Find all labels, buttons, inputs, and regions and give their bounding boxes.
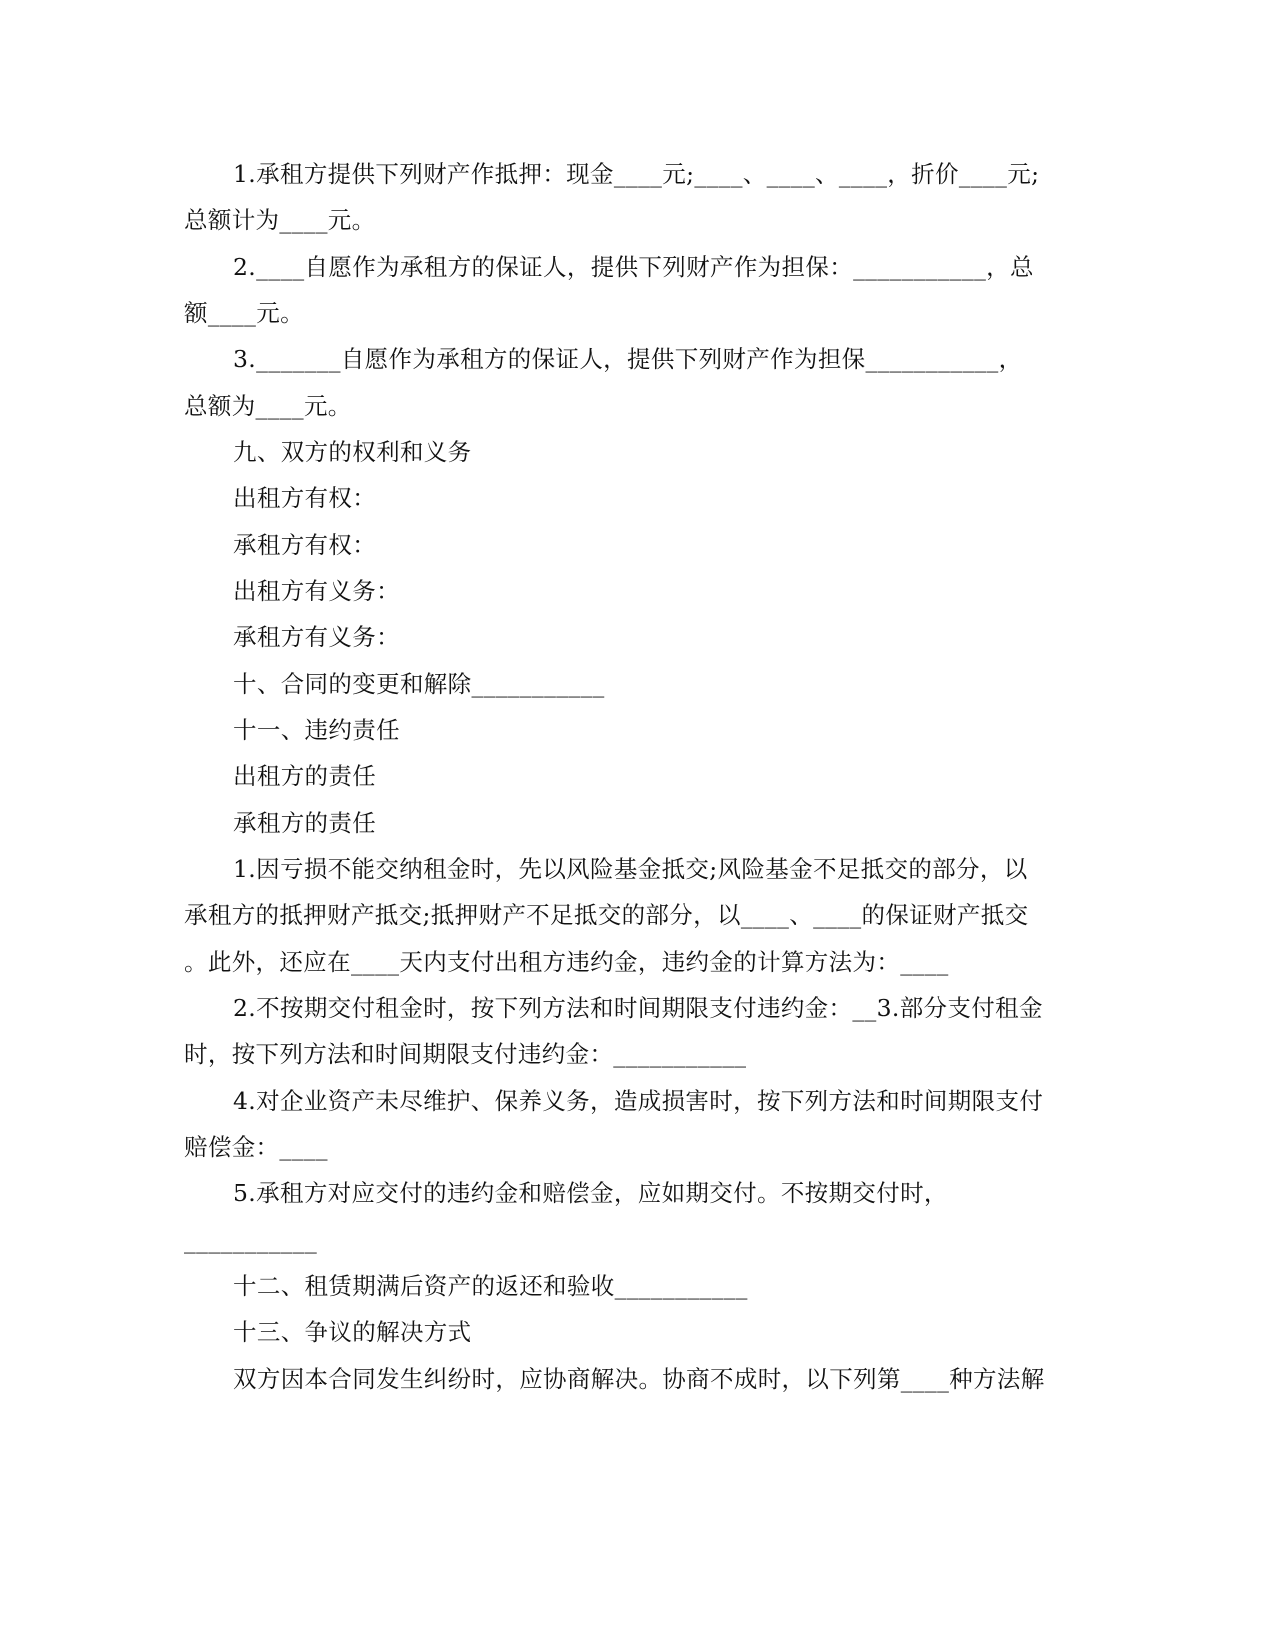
liability-item-2-line-2: 时，按下列方法和时间期限支付违约金：___________ (184, 1040, 747, 1068)
clause-8-item-2-line-2: 额____元。 (184, 299, 304, 327)
liability-item-1-line-2: 承租方的抵押财产抵交;抵押财产不足抵交的部分，以____、____的保证财产抵交 (184, 901, 1029, 929)
lessee-obligations: 承租方有义务： (233, 623, 400, 651)
lessee-liability: 承租方的责任 (233, 809, 377, 837)
section-heading-11: 十一、违约责任 (233, 716, 400, 744)
section-heading-13: 十三、争议的解决方式 (233, 1318, 472, 1346)
clause-8-item-1-line-1: 1.承租方提供下列财产作抵押：现金____元;____、____、____，折价____元; (233, 160, 1040, 188)
liability-item-4-line-2: 赔偿金：____ (184, 1133, 328, 1161)
liability-item-5-line-1: 5.承租方对应交付的违约金和赔偿金，应如期交付。不按期交付时， (233, 1179, 948, 1207)
liability-item-2-line-1: 2.不按期交付租金时，按下列方法和时间期限支付违约金：__3.部分支付租金 (233, 994, 1043, 1022)
clause-8-item-2-line-1: 2.____自愿作为承租方的保证人，提供下列财产作为担保：___________，总 (233, 253, 1034, 281)
clause-8-item-1-line-2: 总额计为____元。 (184, 206, 376, 234)
clause-8-item-3-line-1: 3._______自愿作为承租方的保证人，提供下列财产作为担保___________， (233, 345, 1023, 373)
section-heading-10: 十、合同的变更和解除___________ (233, 670, 605, 698)
clause-8-item-3-line-2: 总额为____元。 (184, 392, 352, 420)
lessor-rights: 出租方有权： (233, 484, 377, 512)
lessor-liability: 出租方的责任 (233, 762, 377, 790)
liability-item-1-line-1: 1.因亏损不能交纳租金时，先以风险基金抵交;风险基金不足抵交的部分，以 (233, 855, 1028, 883)
liability-item-1-line-3: 。此外，还应在____天内支付出租方违约金，违约金的计算方法为：____ (184, 948, 949, 976)
lessor-obligations: 出租方有义务： (233, 577, 400, 605)
liability-item-5-line-2: ___________ (184, 1226, 318, 1254)
dispute-resolution-text: 双方因本合同发生纠纷时，应协商解决。协商不成时，以下列第____种方法解 (233, 1365, 1045, 1393)
section-heading-9: 九、双方的权利和义务 (233, 438, 472, 466)
section-heading-12: 十二、租赁期满后资产的返还和验收___________ (233, 1272, 748, 1300)
liability-item-4-line-1: 4.对企业资产未尽维护、保养义务，造成损害时，按下列方法和时间期限支付 (233, 1087, 1044, 1115)
lessee-rights: 承租方有权： (233, 531, 377, 559)
